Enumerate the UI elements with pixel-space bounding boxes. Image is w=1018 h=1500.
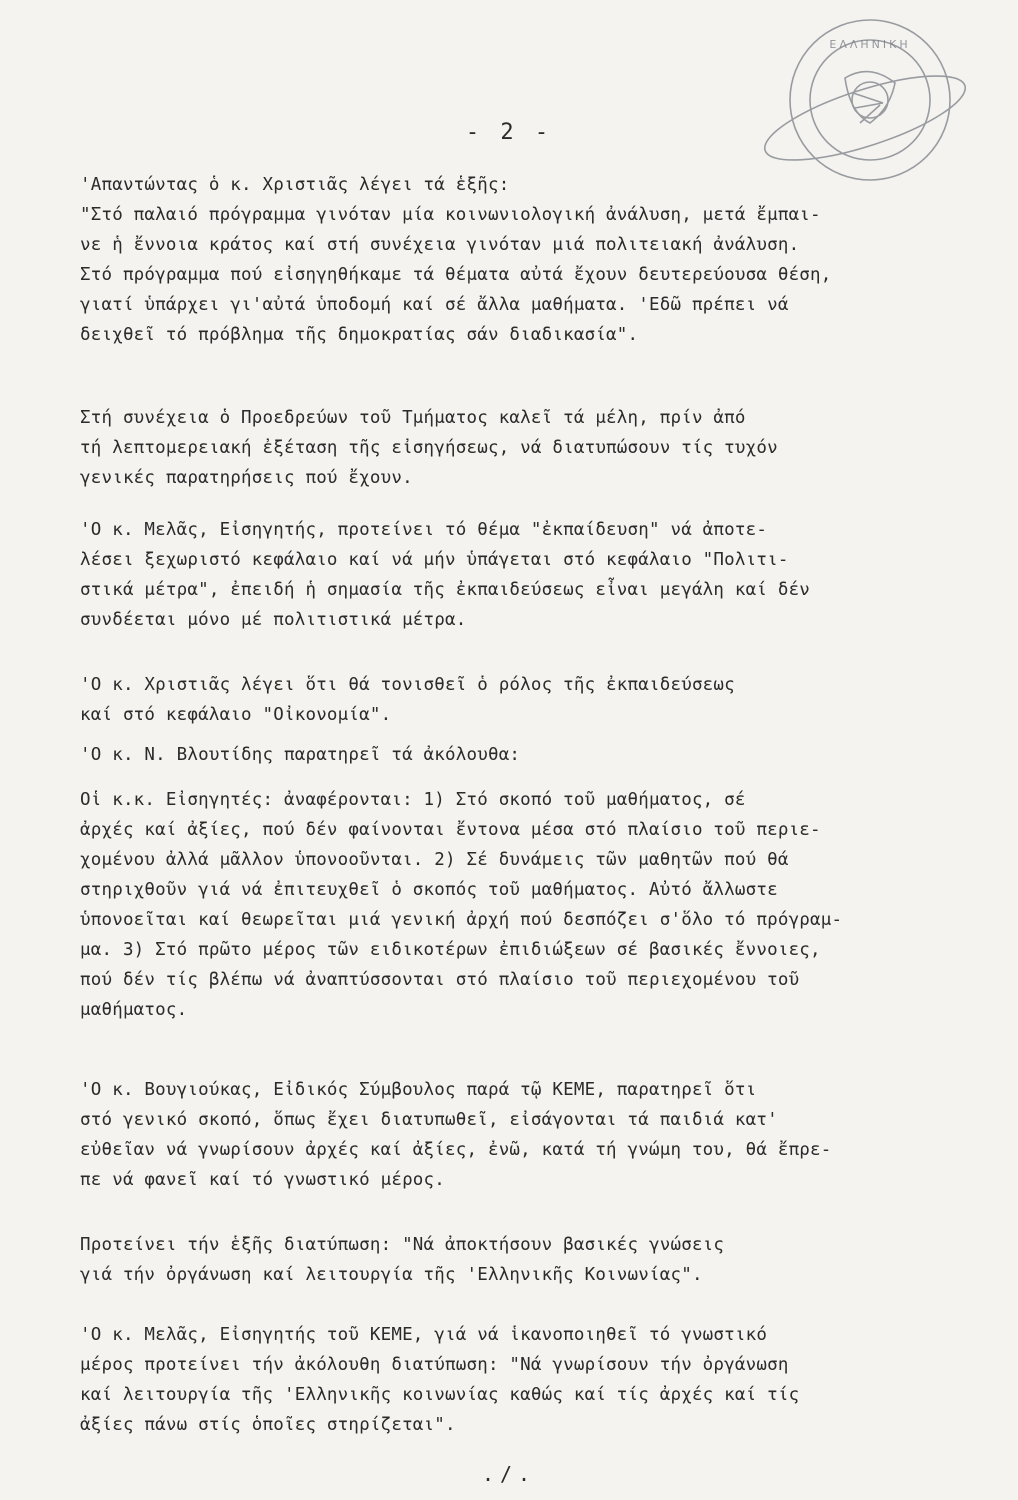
paragraph-4: 'Ο κ. Χριστιᾶς λέγει ὅτι θά τονισθεῖ ὁ ρόλος τῆς ἐκπαιδεύσεως καί στό κεφάλαιο "Οἰκονομία". (80, 675, 735, 725)
paragraph-3: 'Ο κ. Μελᾶς, Εἰσηγητής, προτείνει τό θέμα "ἐκπαίδευση" νά ἀποτε- λέσει ξεχωριστό κεφάλαιο καί νά μήν ὑπάγεται στό κεφάλαιο "Πολιτι- στικά μέτρα", ἐπειδή ἡ σημασία τῆς ἐκπαιδεύσεως εἶναι μεγάλη καί δέν συνδέεται μόνο μέ πολιτιστικά μέτρα. (80, 520, 811, 630)
paragraph-8: Προτείνει τήν ἑξῆς διατύπωση: "Νά ἀποκτήσουν βασικές γνώσεις γιά τήν ὀργάνωση καί λειτουργία τῆς 'Ελληνικῆς Κοινωνίας". (80, 1235, 725, 1285)
page-number: - 2 - (465, 120, 553, 145)
paragraph-7: 'Ο κ. Βουγιούκας, Εἰδικός Σύμβουλος παρά τῷ ΚΕΜΕ, παρατηρεῖ ὅτι στό γενικό σκοπό, ὅπως ἔχει διατυπωθεῖ, εἰσάγονται τά παιδιά κατ' εὐθεῖαν νά γνωρίσουν ἀρχές καί ἀξίες, ἐνῶ, κατά τή γνώμη του, θά ἔπρε- πε νά φανεῖ καί τό γνωστικό μέρος. (80, 1080, 832, 1190)
paragraph-6: Οἱ κ.κ. Εἰσηγητές: ἀναφέρονται: 1) Στό σκοπό τοῦ μαθήματος, σέ ἀρχές καί ἀξίες, πού δέν φαίνονται ἔντονα μέσα στό πλαίσιο τοῦ περιε- χομένου ἀλλά μᾶλλον ὑπονοοῦνται. 2) Σέ δυνάμεις τῶν μαθητῶν πού θά στηριχθοῦν γιά νά ἐπιτευχθεῖ ὁ σκοπός τοῦ μαθήματος. Αὐτό ἄλλωστε ὑπονοεῖται καί θεωρεῖται μιά γενική ἀρχή πού δεσπόζει σ'ὅλο τό πρόγραμ- μα. 3) Στό πρῶτο μέρος τῶν ειδικοτέρων ἐπιδιώξεων σέ βασικές ἔννοιες, πού δέν τίς βλέπω νά ἀναπτύσσονται στό πλαίσιο τοῦ περιεχομένου τοῦ μαθήματος. (80, 790, 843, 1020)
paragraph-1: 'Απαντώντας ὁ κ. Χριστιᾶς λέγει τά ἑξῆς: "Στό παλαιό πρόγραμμα γινόταν μία κοινωνιολογική ἀνάλυση, μετά ἔμπαι- νε ἡ ἔννοια κράτος καί στή συνέχεια γινόταν μιά πολιτειακή ἀνάλυση. Στό πρόγραμμα πού εἰσηγηθήκαμε τά θέματα αὐτά ἔχουν δευτερεύουσα θέση, γιατί ὑπάρχει γι'αὐτά ὑποδομή καί σέ ἄλλα μαθήματα. 'Εδῶ πρέπει νά δειχθεῖ τό πρόβλημα τῆς δημοκρατίας σάν διαδικασία". (80, 175, 832, 345)
paragraph-2: Στή συνέχεια ὁ Προεδρεύων τοῦ Τμήματος καλεῖ τά μέλη, πρίν ἀπό τή λεπτομερειακή ἐξέταση τῆς εἰσηγήσεως, νά διατυπώσουν τίς τυχόν γενικές παρατηρήσεις πού ἔχουν. (80, 408, 778, 488)
continuation-mark: ./. (481, 1462, 537, 1486)
svg-text:ΕΛΛΗΝΙΚΗ: ΕΛΛΗΝΙΚΗ (829, 38, 911, 51)
paragraph-5: 'Ο κ. Ν. Βλουτίδης παρατηρεῖ τά ἀκόλουθα: (80, 745, 521, 765)
paragraph-9: 'Ο κ. Μελᾶς, Εἰσηγητής τοῦ ΚΕΜΕ, γιά νά ἱκανοποιηθεῖ τό γνωστικό μέρος προτείνει τήν ἀκόλουθη διατύπωση: "Νά γνωρίσουν τήν ὀργάνωση καί λειτουργία τῆς 'Ελληνικῆς κοινωνίας καθώς καί τίς ἀρχές καί τίς ἀξίες πάνω στίς ὁποῖες στηρίζεται". (80, 1325, 800, 1435)
